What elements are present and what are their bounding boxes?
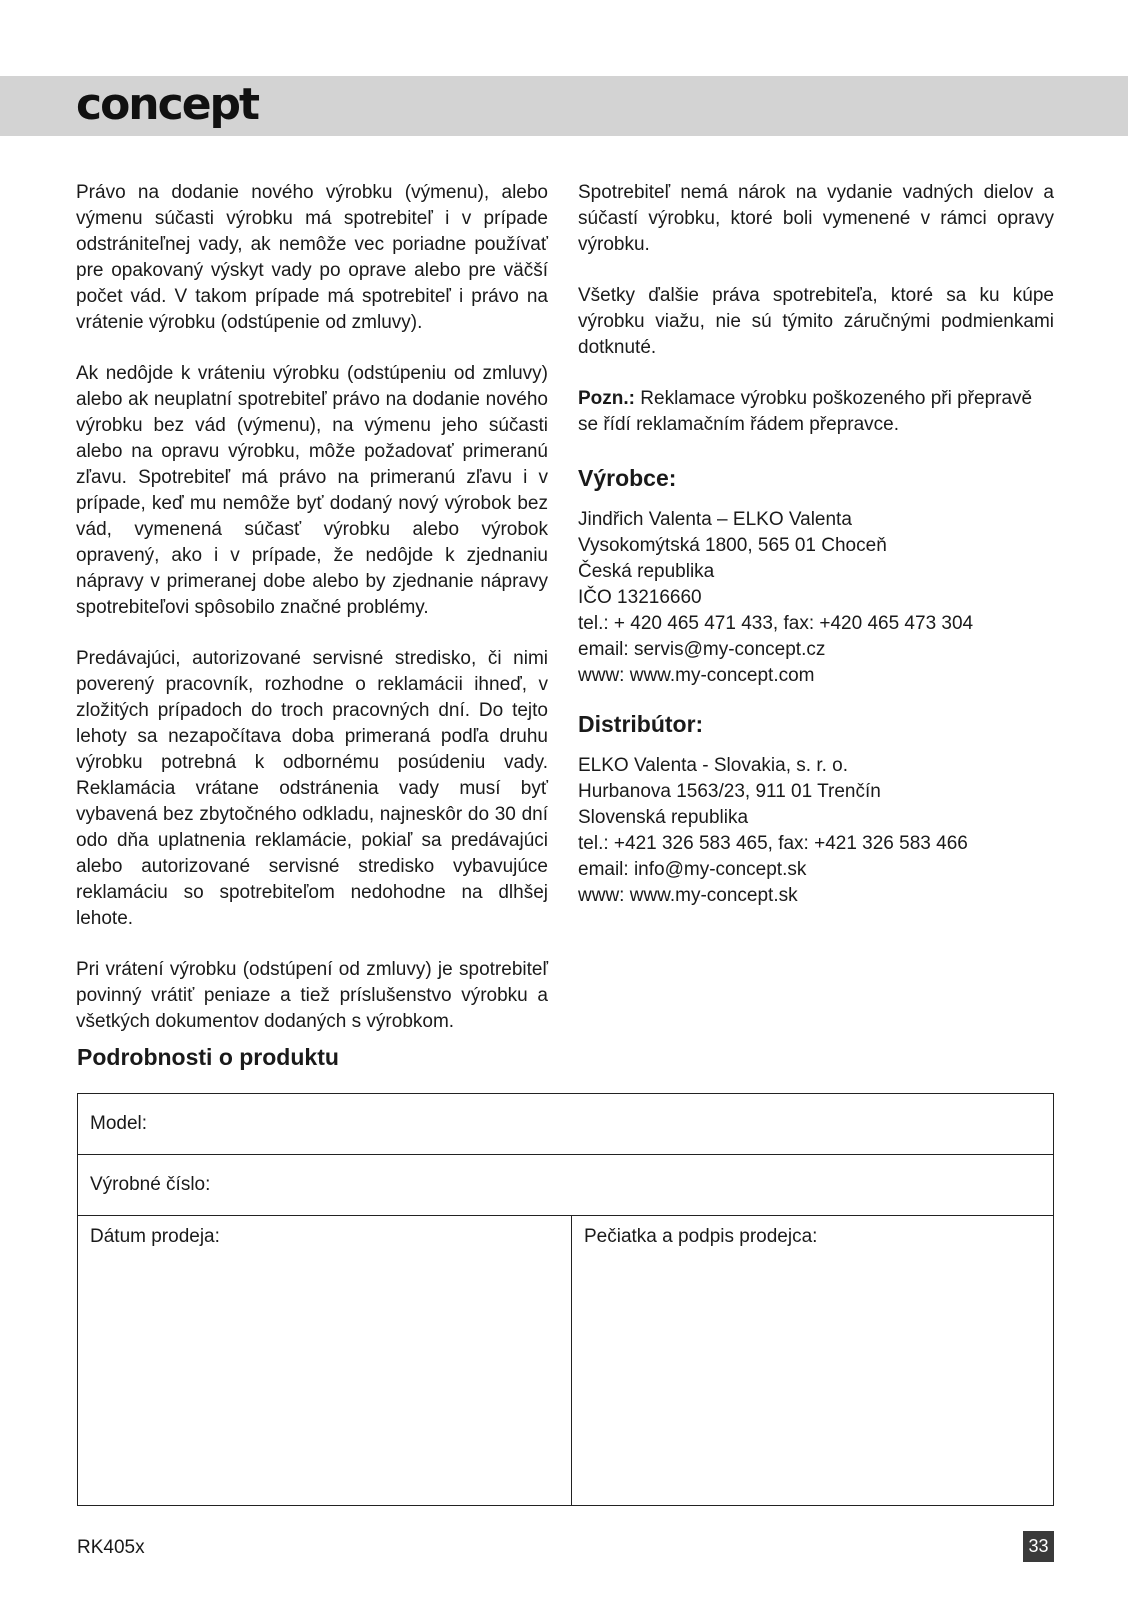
paragraph: Právo na dodanie nového výrobku (výmenu), alebo výmenu súčasti výrobku má spotrebiteľ i v prípade odstrániteľnej vady, ak nemôže vec poriadne používať pre opakovaný výskyt vady po oprave alebo pre väčší počet vád. V takom prípade má spotrebiteľ i právo na vrátenie výrobku (odstúpenie od zmluvy). (76, 182, 548, 333)
contact-line: email: servis@my-concept.cz (578, 639, 826, 660)
contact-line: Česká republika (578, 561, 715, 582)
seller-stamp-cell[interactable] (572, 1216, 1053, 1505)
product-details-title: Podrobnosti o produktu (77, 1044, 339, 1070)
paragraph: Spotrebiteľ nemá nárok na vydanie vadných dielov a súčastí výrobku, ktoré boli vymenené v rámci opravy výrobku. (578, 182, 1054, 255)
seller-stamp-label: Pečiatka a podpis prodejca: (584, 1226, 818, 1247)
manufacturer-contact (578, 507, 1054, 689)
paragraph: Pri vrátení výrobku (odstúpení od zmluvy) je spotrebiteľ povinný vrátiť peniaze a tiež príslušenstvo výrobku a všetkých dokumentov dodaných s výrobkom. (76, 959, 548, 1032)
note-label: Pozn.: (578, 388, 635, 409)
manufacturer-heading: Výrobce: (578, 465, 677, 491)
sale-date-cell[interactable] (78, 1216, 572, 1505)
right-column (578, 180, 1054, 929)
contact-line: email: info@my-concept.sk (578, 859, 807, 880)
contact-line: Hurbanova 1563/23, 911 01 Trenčín (578, 781, 881, 802)
contact-line: tel.: + 420 465 471 433, fax: +420 465 473 304 (578, 613, 974, 634)
contact-line: www: www.my-concept.sk (578, 885, 798, 906)
contact-line: IČO 13216660 (578, 587, 702, 608)
page-number: 33 (1023, 1531, 1054, 1562)
footer-model: RK405x (77, 1537, 145, 1558)
sale-date-label: Dátum prodeja: (90, 1226, 220, 1247)
paragraph: Všetky ďalšie práva spotrebiteľa, ktoré sa ku kúpe výrobku viažu, nie sú týmito záručnými podmienkami dotknuté. (578, 285, 1054, 358)
contact-line: Vysokomýtská 1800, 565 01 Choceň (578, 535, 887, 556)
contact-line: www: www.my-concept.com (578, 665, 815, 686)
serial-number-row[interactable] (78, 1155, 1053, 1216)
contact-line: ELKO Valenta - Slovakia, s. r. o. (578, 755, 848, 776)
distributor-contact (578, 753, 1054, 909)
contact-line: tel.: +421 326 583 465, fax: +421 326 583 466 (578, 833, 968, 854)
serial-number-label: Výrobné číslo: (90, 1174, 211, 1195)
paragraph: Predávajúci, autorizované servisné stredisko, či nimi poverený pracovník, rozhodne o reklamácii ihneď, v zložitých prípadoch do troch pracovných dní. Do tejto lehoty sa nezapočítava doba primeraná podľa druhu výrobku potrebná k odbornému posúdeniu vady. Reklamácia vrátane odstránenia vady musí byť vybavená bez zbytočného odkladu, najneskôr do 30 dní odo dňa uplatnenia reklamácie, pokiaľ sa predávajúci alebo autorizované servisné stredisko vybavujúce reklamáciu so spotrebiteľom nedohodne na dlhšej lehote. (76, 648, 548, 929)
left-column (76, 180, 548, 1060)
distributor-heading: Distribútor: (578, 711, 704, 737)
paragraph: Ak nedôjde k vráteniu výrobku (odstúpeniu od zmluvy) alebo ak neuplatní spotrebiteľ právo na dodanie nového výrobku bez vád (výmenu), na výmenu jeho súčasti alebo na opravu výrobku, môže požadovať primeranú zľavu. Spotrebiteľ má právo na primeranú zľavu i v prípade, keď mu nemôže byť dodaný nový výrobok bez vád, vymenená súčasť výrobku alebo výrobok opravený, ako i v prípade, že nedôjde k zjednaniu nápravy v primeranej dobe alebo by zjednanie nápravy spotrebiteľovi spôsobilo značné problémy. (76, 363, 548, 618)
model-row[interactable] (78, 1094, 1053, 1155)
note-text: Reklamace výrobku poškozeného při přepravě se řídí reklamačním řádem přepravce. (578, 388, 1033, 435)
concept-logo: concept (76, 79, 259, 130)
note (578, 386, 1054, 438)
model-label: Model: (90, 1113, 148, 1134)
contact-line: Jindřich Valenta – ELKO Valenta (578, 509, 852, 530)
product-details-table (77, 1093, 1054, 1506)
contact-line: Slovenská republika (578, 807, 749, 828)
